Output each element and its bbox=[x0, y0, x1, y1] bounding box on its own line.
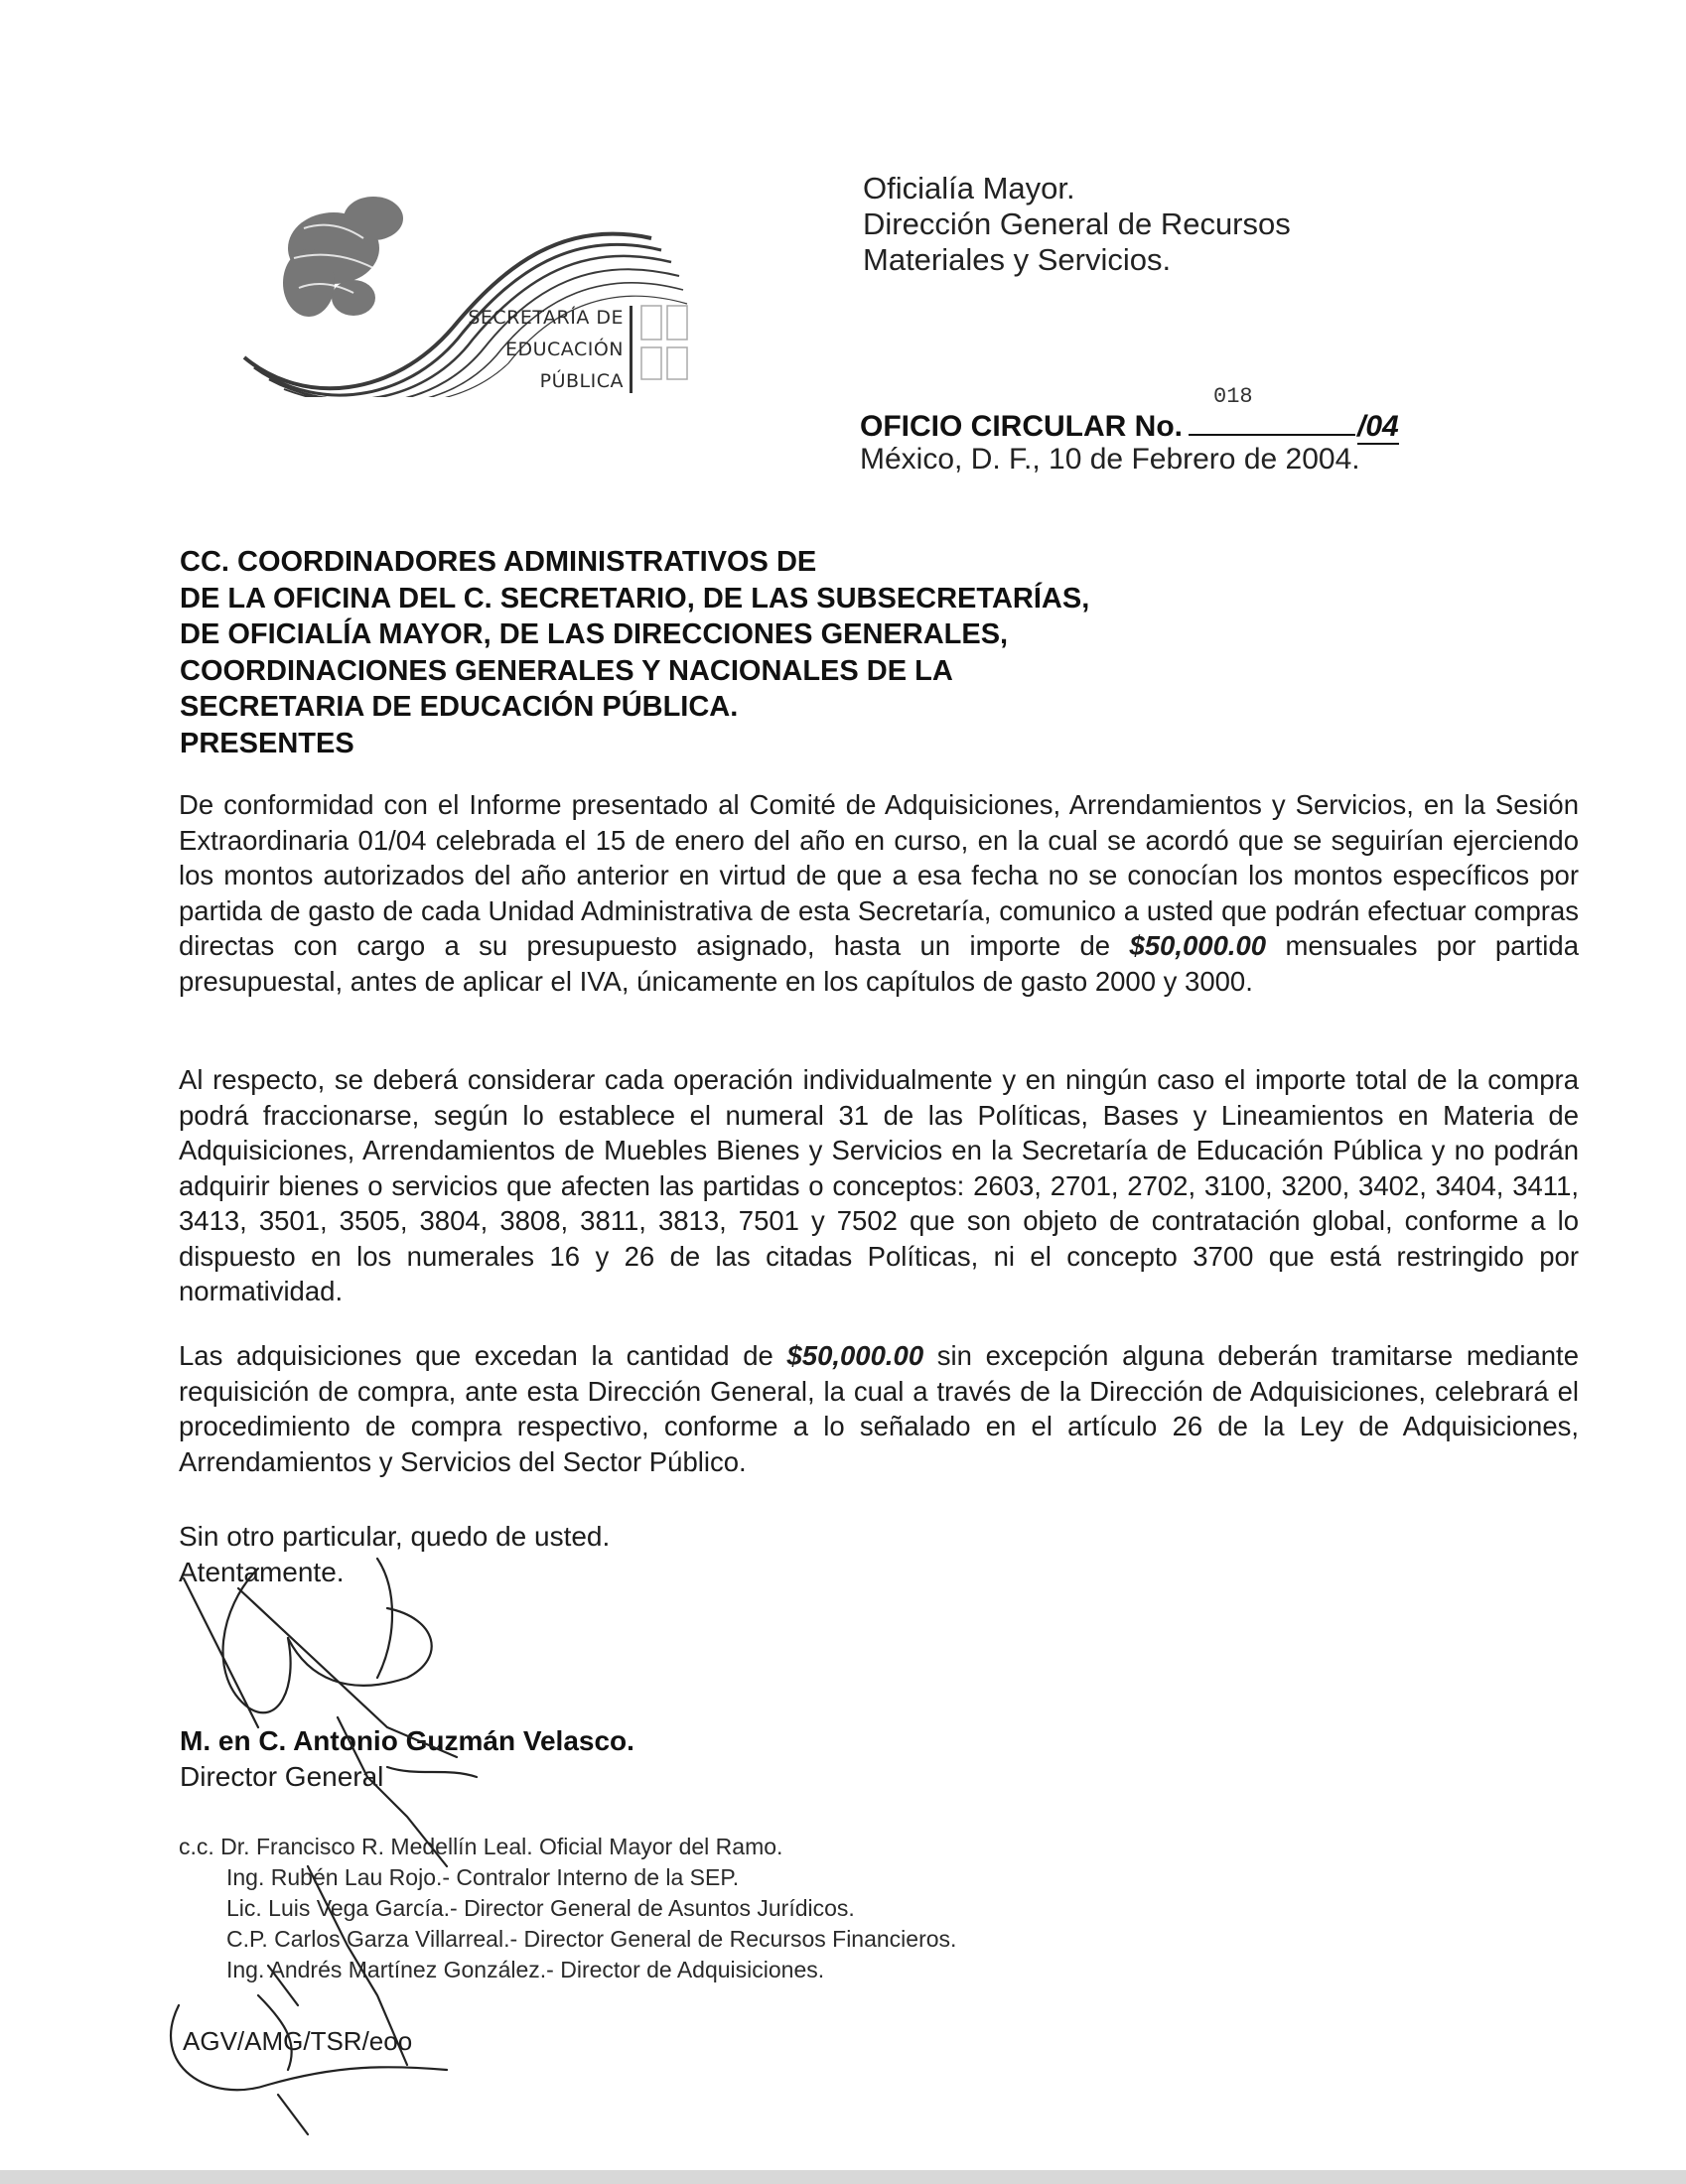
scan-bottom-edge bbox=[0, 2170, 1686, 2184]
p3-part2: sin excepción alguna deberán tramitarse mediante requisición de compra, ante esta Dirección General, la cual a través de la Dirección de Adquisiciones, celebrará el procedimiento de compra respectivo, conforme a lo señalado en el artículo 26 de la Ley de Adquisiciones, Arrendamientos y Servicios del Sector Público. bbox=[179, 1340, 1579, 1477]
cc-item bbox=[179, 1832, 956, 1862]
date-line: México, D. F., 10 de Febrero de 2004. bbox=[860, 443, 1360, 476]
reference-initials: AGV/AMG/TSR/eoo bbox=[183, 2026, 413, 2056]
sep-logo bbox=[224, 159, 711, 397]
cc-line-2: Ing. Rubén Lau Rojo.- Contralor Interno de la SEP. bbox=[226, 1864, 740, 1890]
office-line-3: Materiales y Servicios. bbox=[863, 242, 1172, 277]
office-line-2: Dirección General de Recursos bbox=[863, 206, 1291, 241]
body-paragraph-3 bbox=[179, 1338, 1579, 1479]
logo-line-1: SECRETARÍA DE bbox=[468, 307, 624, 329]
body-paragraph-1 bbox=[179, 787, 1579, 999]
oficio-label: OFICIO CIRCULAR No. bbox=[860, 410, 1183, 443]
addressee-line-3: DE OFICIALÍA MAYOR, DE LAS DIRECCIONES GENERALES, bbox=[180, 618, 1009, 650]
addressee-line-1: CC. COORDINADORES ADMINISTRATIVOS DE bbox=[180, 546, 817, 578]
body-paragraph-2: Al respecto, se deberá considerar cada operación individualmente y en ningún caso el importe total de la compra podrá fraccionarse, según lo establece el numeral 31 de las Políticas, Bases y Lineamientos en Materia de Adquisiciones, Arrendamientos de Muebles Bienes y Servicios en la Secretaría de Educación Pública y no podrán adquirir bienes o servicios que afecten las partidas o conceptos: 2603, 2701, 2702, 3100, 3200, 3402, 3404, 3411, 3413, 3501, 3505, 3804, 3808, 3811, 3813, 7501 y 7502 que son objeto de contratación global, conforme a lo dispuesto en los numerales 16 y 26 de las citadas Políticas, ni el concepto 3700 que está restringido por normatividad. bbox=[179, 1064, 1579, 1306]
cc-line-5: Ing. Andrés Martínez González.- Director de Adquisiciones. bbox=[226, 1957, 825, 1982]
p3-part1: Las adquisiciones que excedan la cantidad de bbox=[179, 1340, 787, 1371]
signer-name: M. en C. Antonio Guzmán Velasco. bbox=[180, 1725, 634, 1756]
document-number: 018 bbox=[1213, 384, 1253, 409]
addressee-block bbox=[180, 544, 1089, 761]
addressee-line-4: COORDINACIONES GENERALES Y NACIONALES DE LA bbox=[180, 654, 953, 687]
p1-amount: $50,000.00 bbox=[1129, 930, 1267, 961]
cc-prefix: c.c. bbox=[179, 1834, 214, 1859]
cc-line-1: Dr. Francisco R. Medellín Leal. Oficial Mayor del Ramo. bbox=[220, 1834, 783, 1859]
p1-part1: De conformidad con el Informe presentado al Comité de Adquisiciones, Arrendamientos y Servicios, en la Sesión Extraordinaria 01/04 celebrada el 15 de enero del año en curso, en la cual se acordó que se seguirían ejerciendo los montos autorizados del año anterior en virtud de que a esa fecha no se conocían los montos específicos por partida de gasto de cada Unidad Administrativa de esta Secretaría, comunico a usted que podrán efectuar compras directas con cargo a su presupuesto asignado, hasta un importe de bbox=[179, 789, 1579, 961]
cc-line-3: Lic. Luis Vega García.- Director General de Asuntos Jurídicos. bbox=[226, 1895, 855, 1921]
oficio-number-blank bbox=[1189, 408, 1355, 436]
p1-part2: mensuales por partida presupuestal, antes de aplicar el IVA, únicamente en los capítulos de gasto 2000 y 3000. bbox=[179, 930, 1579, 997]
oficio-circular-line bbox=[860, 408, 1399, 444]
cc-line-4: C.P. Carlos Garza Villarreal.- Director General de Recursos Financieros. bbox=[226, 1926, 957, 1952]
logo-wordmark bbox=[468, 302, 624, 397]
office-line-1: Oficialía Mayor. bbox=[863, 171, 1075, 205]
closing-line-1: Sin otro particular, quedo de usted. bbox=[179, 1521, 611, 1552]
addressee-line-2: DE LA OFICINA DEL C. SECRETARIO, DE LAS SUBSECRETARÍAS, bbox=[180, 582, 1090, 614]
logo-line-2: EDUCACIÓN bbox=[504, 339, 624, 360]
logo-divider bbox=[630, 306, 632, 393]
cc-list bbox=[179, 1832, 956, 1985]
closing-line-2: Atentamente. bbox=[179, 1557, 345, 1587]
logo-line-3: PÚBLICA bbox=[539, 370, 624, 392]
addressee-line-5: SECRETARIA DE EDUCACIÓN PÚBLICA. bbox=[180, 691, 739, 723]
p3-amount: $50,000.00 bbox=[786, 1340, 924, 1371]
addressee-line-6: PRESENTES bbox=[180, 727, 354, 759]
oficio-suffix: /04 bbox=[1356, 410, 1399, 443]
signer-title: Director General bbox=[180, 1761, 384, 1792]
